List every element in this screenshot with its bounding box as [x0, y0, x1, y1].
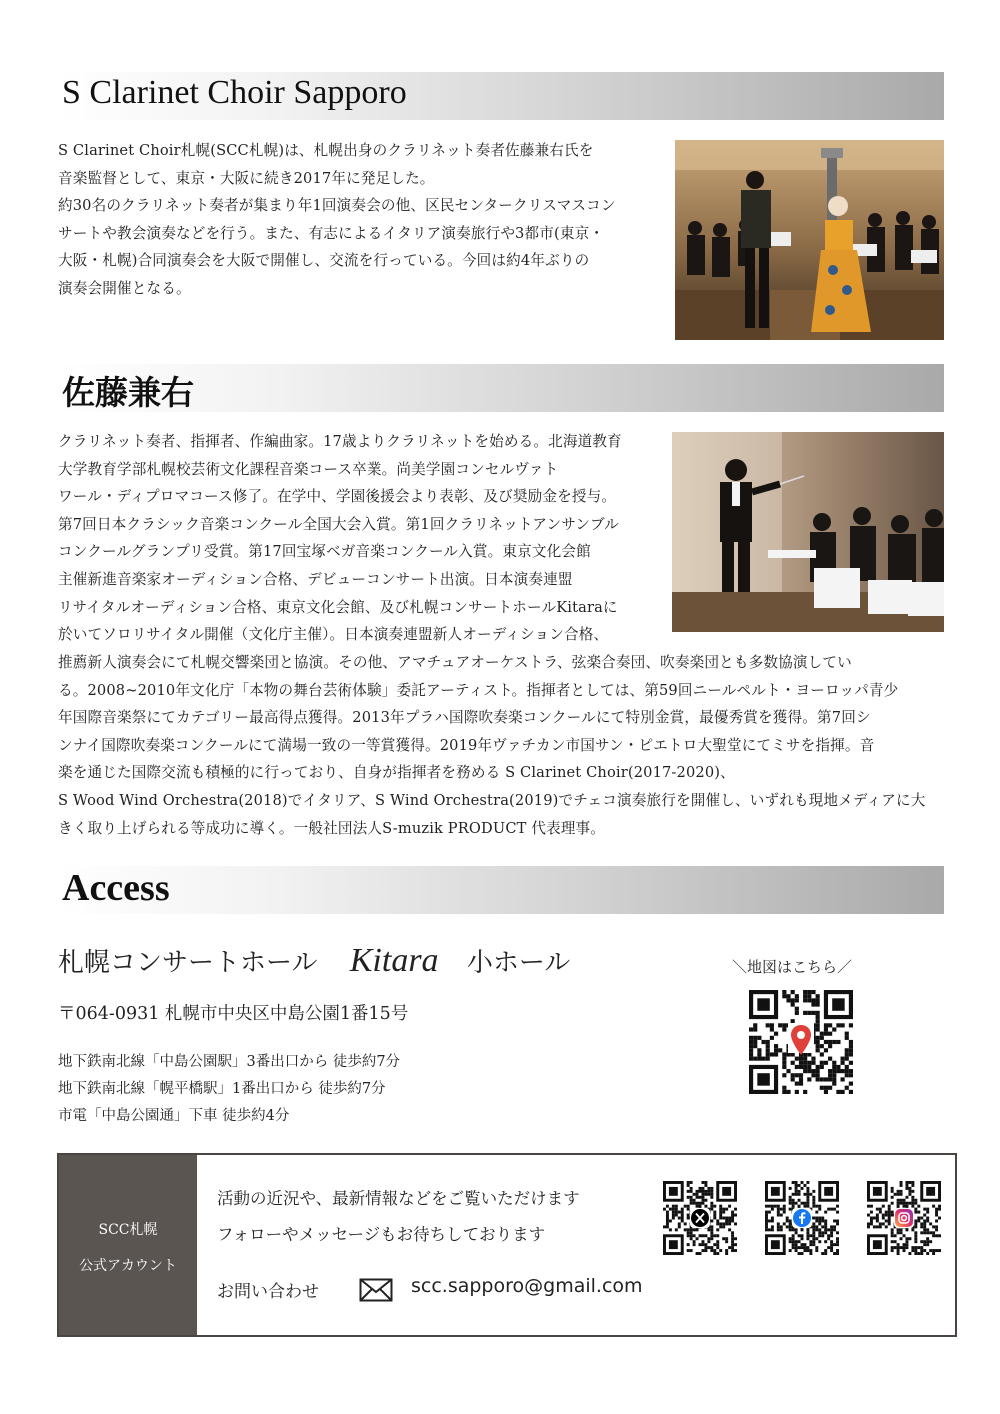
footer-box	[57, 1153, 957, 1337]
footer-message-2: フォローやメッセージもお待ちしております	[217, 1225, 546, 1244]
sato-bio-line: きく取り上げられる等成功に導く。一般社団法人S-muzik PRODUCT 代表理事。	[58, 819, 606, 837]
map-pin-icon	[787, 1022, 815, 1058]
venue-address: 〒064-0931 札幌市中央区中島公園1番15号	[58, 1004, 409, 1024]
sato-bio-line: コンクールグランプリ受賞。第17回宝塚ベガ音楽コンクール入賞。東京文化会館	[58, 543, 591, 561]
venue-name	[58, 942, 570, 980]
scc-line: S Clarinet Choir札幌(SCC札幌)は、札幌出身のクラリネット奏者佐藤兼右氏を	[58, 142, 594, 159]
sato-bio-line: 年国際音楽祭にてカテゴリー最高得点獲得。2013年プラハ国際吹奏楽コンクールにて特別金賞，最優秀賞を獲得。第7回シ	[58, 709, 871, 727]
venue-kitara: Kitara	[349, 942, 439, 979]
sato-bio-line: 主催新進音楽家オーディション合格、デビューコンサート出演。日本演奏連盟	[58, 570, 573, 588]
direction-item: 地下鉄南北線「幌平橋駅」1番出口から 徒歩約7分	[58, 1081, 386, 1097]
footer-message-1: 活動の近況や、最新情報などをご覧いただけます	[217, 1189, 580, 1208]
section-title-scc: S Clarinet Choir Sapporo	[62, 74, 407, 111]
section-title-sato: 佐藤兼右	[62, 373, 194, 412]
venue-suffix: 小ホール	[466, 948, 571, 978]
sato-bio-line: 楽を通じた国際交流も積極的に行っており、自身が指揮者を務める S Clarinet Choir(2017-2020)、	[58, 764, 735, 782]
sato-bio-narrow	[58, 428, 622, 649]
sato-bio-line: る。2008~2010年文化庁「本物の舞台芸術体験」委託アーティスト。指揮者としては、第59回ニールペルト・ヨーロッパ青少	[58, 681, 899, 699]
section-header-access	[56, 866, 944, 914]
scc-line: 演奏会開催となる。	[58, 279, 191, 297]
x-icon	[690, 1208, 710, 1228]
map-label: ＼地図はこちら／	[732, 958, 853, 976]
facebook-icon	[792, 1208, 812, 1228]
direction-item: 地下鉄南北線「中島公園駅」3番出口から 徒歩約7分	[58, 1054, 401, 1070]
scc-line: 音楽監督として、東京・大阪に続き2017年に発足した。	[58, 169, 435, 187]
footer-side-label-2: 公式アカウント	[79, 1258, 177, 1274]
instagram-icon	[894, 1208, 914, 1228]
scc-line: 大阪・札幌)合同演奏会を大阪で開催し、交流を行っている。今回は約4年ぶりの	[58, 252, 590, 270]
section-title-access: Access	[62, 867, 170, 909]
conductor-photo-illustration	[672, 432, 944, 632]
sato-bio-wide	[58, 649, 925, 842]
footer-side-label-1: SCC札幌	[98, 1222, 158, 1238]
scc-description	[58, 137, 616, 303]
map-qr-code[interactable]	[749, 990, 853, 1094]
scc-concert-photo	[675, 140, 944, 340]
direction-item: 市電「中島公園通」下車 徒歩約4分	[58, 1108, 290, 1124]
venue-prefix: 札幌コンサートホール	[58, 948, 318, 978]
section-header-sato	[56, 364, 944, 412]
facebook-account-qr-code[interactable]	[765, 1181, 839, 1255]
sato-bio-line: S Wood Wind Orchestra(2018)でイタリア、S Wind Orchestra(2019)でチェコ演奏旅行を開催し、いずれも現地メディアに大	[58, 791, 926, 809]
directions-list	[58, 1049, 400, 1130]
x-account-qr-code[interactable]	[663, 1181, 737, 1255]
section-header-scc	[56, 72, 944, 120]
contact-label: お問い合わせ	[217, 1282, 319, 1302]
scc-line: サートや教会演奏などを行う。また、有志によるイタリア演奏旅行や3都市(東京・	[58, 224, 605, 242]
footer-side-panel	[59, 1155, 197, 1335]
scc-line: 約30名のクラリネット奏者が集まり年1回演奏会の他、区民センタークリスマスコン	[58, 197, 616, 215]
conductor-photo	[672, 432, 944, 632]
sato-bio-line: ワール・ディプロマコース修了。在学中、学園後援会より表彰、及び奨励金を授与。	[58, 488, 617, 506]
sato-bio-line: クラリネット奏者、指揮者、作編曲家。17歳よりクラリネットを始める。北海道教育	[58, 433, 622, 450]
contact-email[interactable]: scc.sapporo@gmail.com	[411, 1275, 643, 1297]
sato-bio-line: 推薦新人演奏会にて札幌交響楽団と協演。その他、アマチュアオーケストラ、弦楽合奏団、吹奏楽団とも多数協演してい	[58, 654, 852, 671]
sato-bio-line: 於いてソロリサイタル開催（文化庁主催）。日本演奏連盟新人オーディション合格、	[58, 626, 609, 644]
sato-bio-line: 大学教育学部札幌校芸術文化課程音楽コース卒業。尚美学園コンセルヴァト	[58, 460, 559, 478]
sato-bio-line: リサイタルオーディション合格、東京文化会館、及び札幌コンサートホールKitaraに	[58, 598, 618, 616]
sato-bio-line: 第7回日本クラシック音楽コンクール全国大会入賞。第1回クラリネットアンサンブル	[58, 515, 619, 533]
concert-photo-illustration	[675, 140, 944, 340]
mail-icon	[359, 1278, 393, 1302]
sato-bio-line: ンナイ国際吹奏楽コンクールにて満場一致の一等賞獲得。2019年ヴァチカン市国サン・ピエトロ大聖堂にてミサを指揮。音	[58, 736, 875, 754]
instagram-account-qr-code[interactable]	[867, 1181, 941, 1255]
